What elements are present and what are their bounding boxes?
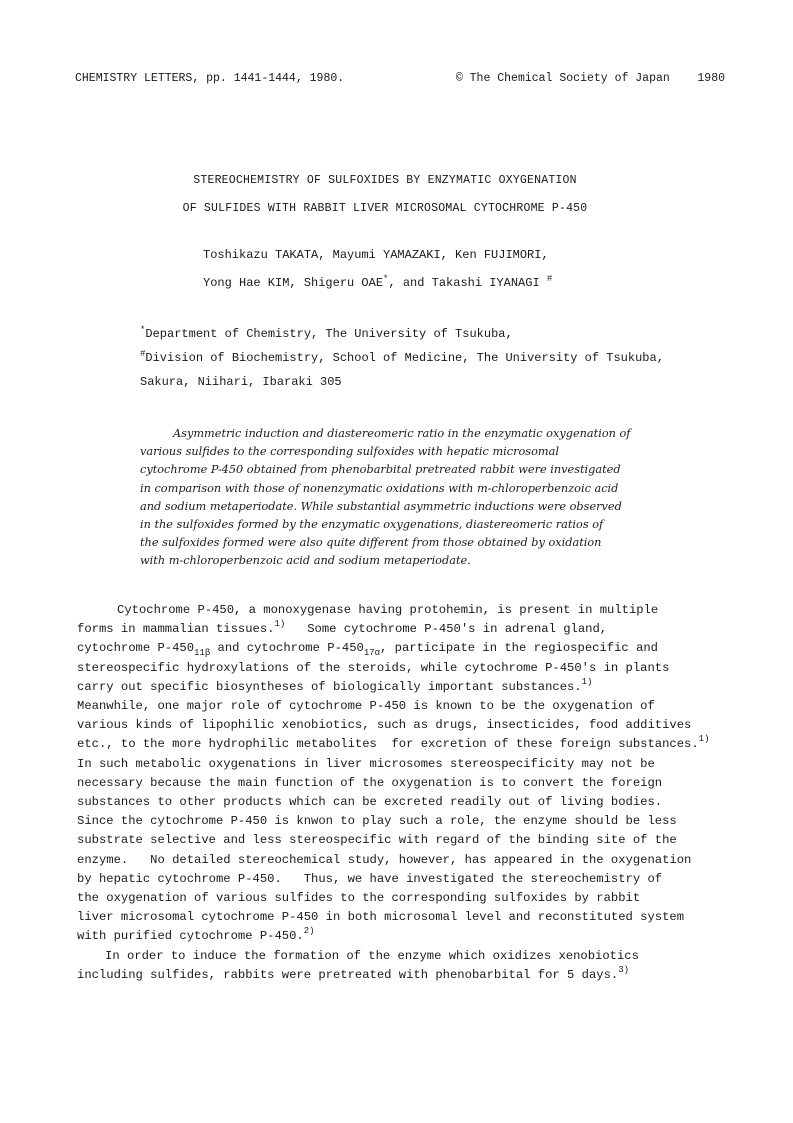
ref-3: 3) [618,964,630,975]
copyright-text: © The Chemical Society of Japan [455,72,670,85]
body-text [77,601,727,985]
body-line: the oxygenation of various sulfides to the corresponding sulfoxides by rabbit [77,891,641,906]
copyright-year: 1980 [697,72,725,85]
affil-dept-2: Division of Biochemistry, School of Medicine, The University of Tsukuba, [145,351,664,365]
ref-2: 2) [303,926,315,937]
abstract-line: and sodium metaperiodate. While substantial asymmetric inductions were observed [140,499,622,513]
authors-line-1: Toshikazu TAKATA, Mayumi YAMAZAKI, Ken FUJIMORI, [203,248,549,262]
body-line: including sulfides, rabbits were pretreated with phenobarbital for 5 days.$^{3)}$ [77,964,630,982]
body-line: In such metabolic oxygenations in liver microsomes stereospecificity may not be [77,756,655,771]
body-line: liver microsomal cytochrome P-450 in both microsomal level and reconstituted system [77,910,685,925]
body-line: cytochrome $P-450_{11\beta}$ and cytochrome $P-450_{17\alpha}$, participate in the regiospecific and [77,641,658,659]
body-line: substrate selective and less stereospecific with regard of the binding site of the [77,833,677,848]
division-mark: # [546,274,553,284]
body-line: Cytochrome P-450, a monoxygenase having protohemin, is present in multiple [117,603,659,617]
affiliation-2 [140,349,664,365]
affiliation-address: Sakura, Niihari, Ibaraki 305 [140,375,342,389]
authors-line-2 [203,274,552,290]
ref-1: 1) [698,734,710,745]
affil-star-mark: * [140,325,146,335]
abstract-line: with m-chloroperbenzoic acid and sodium metaperiodate. [140,554,471,568]
ref-1: 1) [274,619,286,630]
body-line: necessary because the main function of the oxygenation is to convert the foreign [77,775,663,790]
authors-part-a: Yong Hae KIM, Shigeru OAE [203,276,384,290]
abstract-line: cytochrome P-450 obtained from phenobarbital pretreated rabbit were investigated [140,463,621,477]
copyright-notice [456,72,725,85]
abstract-line: Asymmetric induction and diastereomeric ratio in the enzymatic oxygenation of [173,427,631,440]
body-line: In order to induce the formation of the enzyme which oxidizes xenobiotics [105,948,639,963]
authors-part-b: , and Takashi IYANAGI [388,276,547,290]
abstract-line: in the sulfoxides formed by the enzymatic oxygenations, diastereomeric ratios of [140,518,604,532]
body-line: enzyme. No detailed stereochemical study, however, has appeared in the oxygenation [77,852,692,867]
body-line: stereospecific hydroxylations of the steroids, while cytochrome P-450's in plants [77,660,670,675]
body-line: Meanwhile, one major role of cytochrome P-450 is known to be the oxygenation of [77,699,655,714]
affiliation-1 [140,325,513,341]
paper-title-line-2: OF SULFIDES WITH RABBIT LIVER MICROSOMAL CYTOCHROME P-450 [182,202,588,215]
abstract-line: the sulfoxides formed were also quite different from those obtained by oxidation [140,536,602,550]
abstract-line: various sulfides to the corresponding sulfoxides with hepatic microsomal [140,445,559,459]
journal-citation: CHEMISTRY LETTERS, pp. 1441-1444, 1980. [75,72,345,85]
body-line: carry out specific biosyntheses of biologically important substances.$^{1)}$ [77,676,593,694]
body-line: etc., to the more hydrophilic metabolites for excretion of these foreign substances.$^{1)}$ [77,734,710,752]
body-line: forms in mammalian tissues.$^{1)}$ Some cytochrome P-450's in adrenal gland, [77,619,608,637]
affil-hash-mark: # [140,349,146,359]
paper-title-line-1: STEREOCHEMISTRY OF SULFOXIDES BY ENZYMATIC OXYGENATION [193,174,577,187]
body-line: substances to other products which can be excreted readily out of living bodies. [77,795,663,810]
ref-1: 1) [581,676,593,687]
body-line: Since the cytochrome P-450 is knwon to play such a role, the enzyme should be less [77,814,677,829]
affil-dept-1: Department of Chemistry, The University of Tsukuba, [145,327,513,341]
corresponding-author-mark: * [383,274,389,284]
abstract [140,425,665,571]
body-line: various kinds of lipophilic xenobiotics, such as drugs, insecticides, food additives [77,718,692,733]
abstract-line: in comparison with those of nonenzymatic oxidations with m-chloroperbenzoic acid [140,481,619,495]
body-line: with purified cytochrome P-450.$^{2)}$ [77,926,315,944]
body-line: by hepatic cytochrome P-450. Thus, we have investigated the stereochemistry of [77,871,663,886]
